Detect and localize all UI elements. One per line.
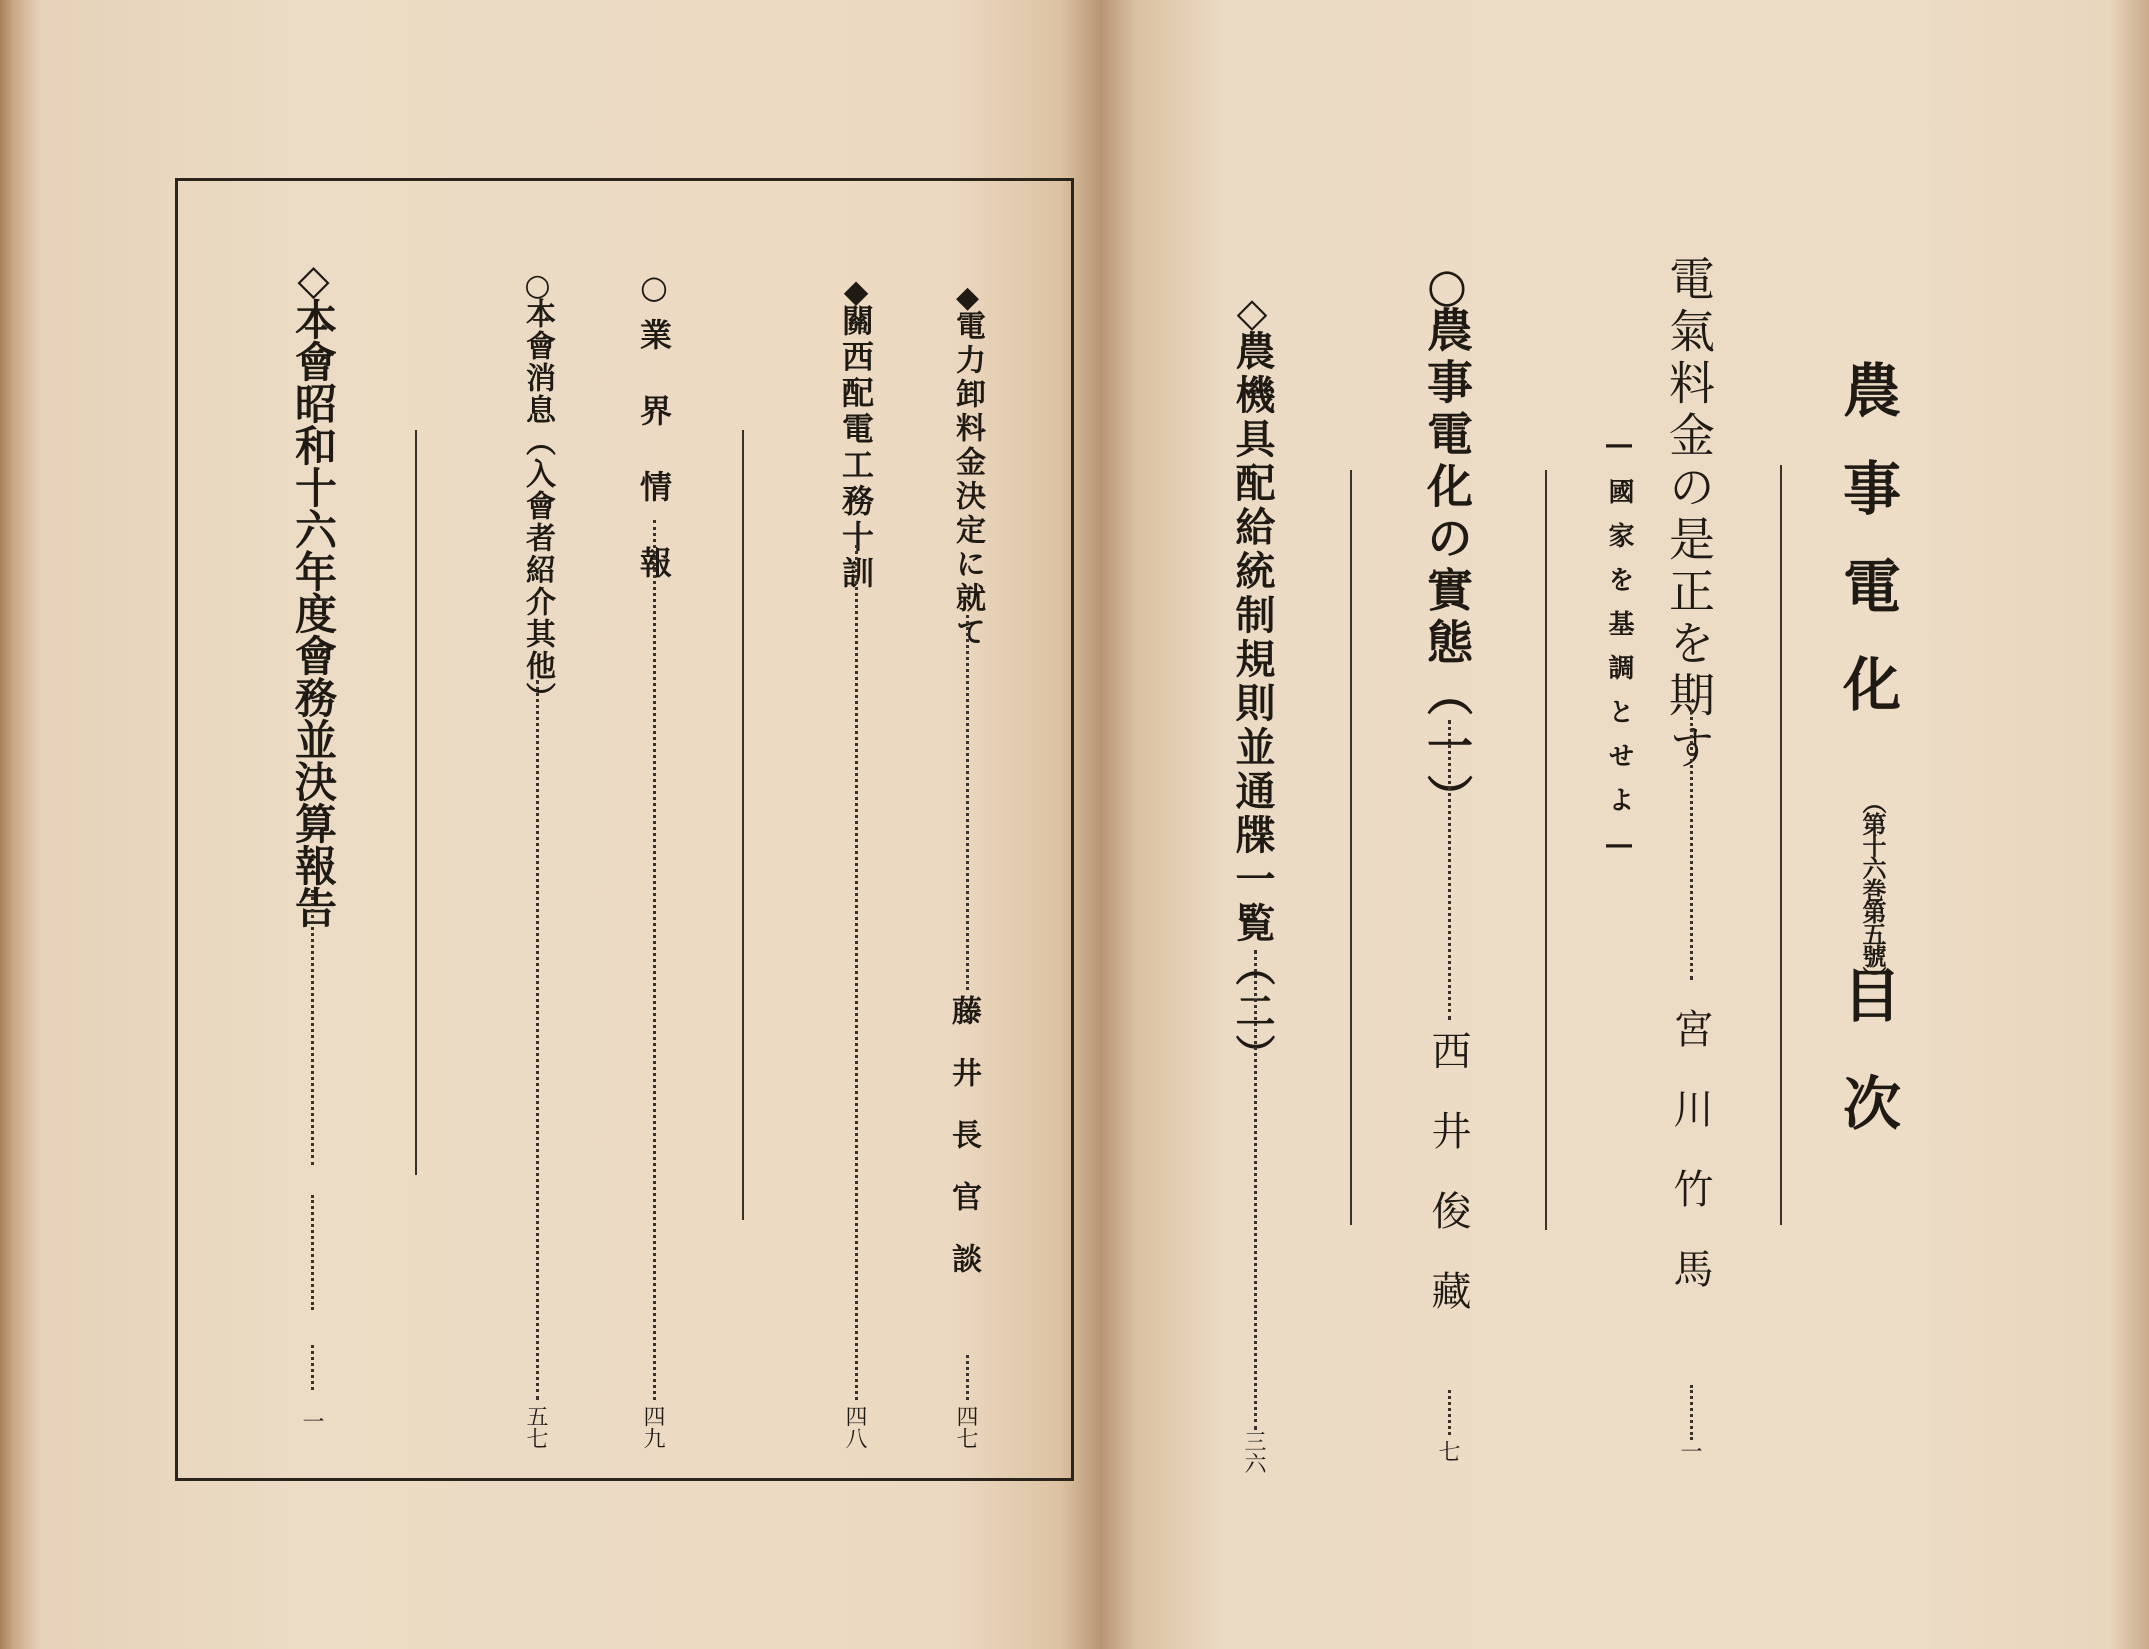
leader-dots (1254, 950, 1257, 1430)
toc-entry-marker: ◇ (1229, 290, 1275, 336)
column-rule (415, 430, 417, 1175)
toc-entry-subtitle: ―國家を基調とせよ― (1604, 430, 1634, 878)
toc-entry-title: 本會昭和十六年度會務並決算報告 (289, 298, 338, 928)
toc-entry-title: 業界情報 (635, 318, 673, 622)
leader-dots (1690, 1385, 1693, 1440)
toc-entry-title: 農事電化の實態（一） (1420, 306, 1474, 826)
toc-entry-author: 藤井長官談 (946, 995, 981, 1305)
toc-entry-marker: ○ (635, 268, 673, 306)
toc-entry-page: 四九 (640, 1405, 665, 1449)
leader-dots (311, 1345, 314, 1390)
leader-dots (311, 890, 314, 1165)
column-rule (742, 430, 744, 1220)
toc-entry-page: 一 (299, 1410, 324, 1432)
toc-entry-title: 農機具配給統制規則並通牒一覧（二） (1229, 330, 1275, 1078)
toc-entry-page: 四八 (842, 1405, 867, 1449)
toc-entry-page: 五七 (523, 1405, 548, 1449)
leader-dots (536, 680, 539, 1400)
toc-entry-author: 宮川竹馬 (1667, 1008, 1713, 1328)
toc-entry-page: 一 (1677, 1440, 1702, 1462)
leader-dots (966, 1355, 969, 1400)
toc-entry-title: 電氣料金の是正を期す (1662, 255, 1716, 775)
toc-entry-author: 西井俊藏 (1425, 1030, 1471, 1350)
column-rule (1350, 470, 1352, 1225)
leader-dots (1448, 720, 1451, 1020)
toc-entry-marker: ◆ (950, 280, 985, 315)
leader-dots (653, 520, 656, 1400)
toc-entry-page: 四七 (953, 1405, 978, 1449)
toc-entry-title: 電力卸料金決定に就て (950, 310, 985, 650)
leader-dots (1690, 710, 1693, 980)
leader-dots (311, 1195, 314, 1310)
toc-entry-marker: ◇ (289, 255, 338, 304)
toc-entry-page: 三六 (1241, 1430, 1266, 1474)
toc-entry-marker: ○ (520, 268, 555, 303)
toc-entry-title: 本會消息（入會者紹介其他） (520, 298, 555, 714)
contents-heading: 目次 (1833, 965, 1901, 1181)
volume-number: （第十六巻第五號） (1858, 790, 1886, 988)
magazine-title: 農事電化 (1833, 360, 1901, 752)
toc-entry-page: 七 (1435, 1440, 1460, 1462)
column-rule (1780, 465, 1782, 1225)
toc-entry-marker: ○ (1420, 258, 1474, 312)
toc-entry-title: 關西配電工務十訓 (837, 304, 875, 592)
leader-dots (855, 545, 858, 1400)
leader-dots (1448, 1390, 1451, 1435)
column-rule (1545, 470, 1547, 1230)
toc-entry-marker: ◆ (837, 272, 875, 310)
leader-dots (966, 615, 969, 990)
